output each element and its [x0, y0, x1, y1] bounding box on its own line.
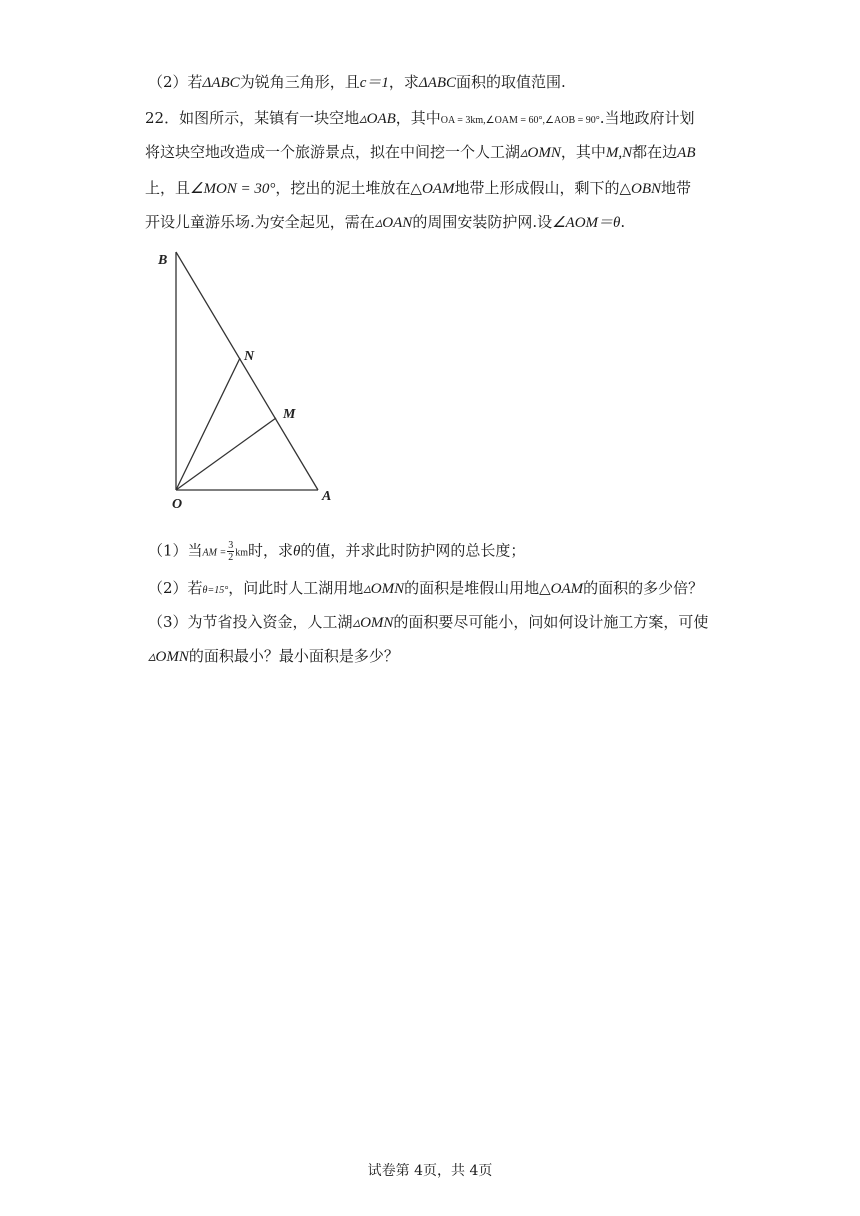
fraction-3-2 — [227, 540, 234, 563]
sub3-text: 的面积要尽可能小，问如何设计施工方案，可使 — [393, 613, 709, 631]
geometry-figure — [150, 240, 350, 515]
segment-ba — [176, 252, 318, 490]
segment-om — [176, 418, 276, 490]
q21-part2-prefix: （2）若 — [148, 73, 203, 91]
triangle-oab: ▵OAB — [359, 111, 396, 127]
side-ab: AB — [677, 145, 696, 161]
q21-part2 — [148, 72, 566, 93]
sub1-text2: 的值，并求此时防护网的总长度； — [300, 541, 526, 560]
q22-l2-text: 将这块空地改造成一个旅游景点，拟在中间挖一个人工湖 — [145, 143, 521, 161]
triangle-oam-2: OAM — [550, 581, 584, 597]
sub2-text: ，问此时人工湖用地 — [228, 579, 364, 597]
sub2-text2: 的面积是堆假山用地△ — [404, 579, 551, 597]
q21-part2-text: 为锐角三角形，且 — [239, 73, 360, 91]
q22-l2-text3: 都在边 — [632, 143, 678, 161]
q22-line3 — [145, 178, 691, 199]
angle-aom: ∠AOM＝θ — [552, 215, 621, 231]
triangle-omn-3: ▵OMN — [352, 615, 394, 631]
label-n: N — [244, 349, 255, 364]
triangle-oan: ▵OAN — [374, 215, 413, 231]
q22-line4 — [145, 212, 625, 233]
triangle-obn: OBN — [631, 181, 662, 197]
sub3-text2: 的面积最小？最小面积是多少？ — [188, 647, 399, 665]
sub3-prefix: （3）为节省投入资金，人工湖 — [148, 613, 353, 631]
fraction-numerator: 3 — [228, 540, 234, 551]
points-mn: M,N — [605, 145, 633, 161]
angle-mon: ∠MON = 30° — [190, 181, 276, 197]
condition-c: c＝1 — [359, 75, 389, 91]
theta-symbol: θ — [293, 543, 301, 560]
q22-text3: .当地政府计划 — [599, 109, 695, 127]
q21-part2-text2: ，求 — [388, 73, 419, 91]
q22-l4-text3: . — [620, 213, 626, 231]
sub2-prefix: （2）若 — [148, 579, 203, 597]
q22-l2-text2: ，其中 — [560, 143, 606, 161]
q22-given: OA = 3km,∠OAM = 60°,∠AOB = 90° — [440, 115, 600, 126]
q22-l4-text: 开设儿童游乐场.为安全起见，需在 — [145, 213, 375, 231]
page-footer: 试卷第 4页，共 4页 — [367, 1163, 493, 1179]
q22-l4-text2: 的周围安装防护网.设 — [412, 213, 553, 231]
sub-question-3-cont — [148, 646, 399, 667]
sub-question-1 — [148, 540, 525, 564]
triangle-omn-4: ▵OMN — [148, 649, 189, 665]
fraction-denominator: 2 — [228, 552, 234, 563]
triangle-omn: ▵OMN — [520, 145, 561, 161]
q21-part2-suffix: 面积的取值范围. — [456, 73, 566, 91]
sub-question-2 — [148, 578, 703, 601]
q22-intro: 22．如图所示，某镇有一块空地 — [145, 109, 360, 127]
label-b: B — [158, 253, 168, 268]
q22-line2 — [145, 142, 696, 163]
q22-l3-text3: 地带上形成假山，剩下的△ — [454, 179, 632, 197]
segment-on — [176, 358, 240, 490]
q22-line1 — [145, 108, 695, 131]
sub1-prefix: （1）当 — [148, 541, 203, 560]
sub-question-3 — [148, 612, 708, 633]
triangle-abc: ΔABC — [202, 75, 240, 91]
q22-text: ，其中 — [395, 109, 441, 127]
label-o: O — [172, 497, 183, 512]
triangle-abc-2: ΔABC — [418, 75, 457, 91]
theta-condition: θ=15° — [202, 585, 229, 596]
unit-km: km — [235, 547, 249, 559]
triangle-oam: OAM — [421, 181, 455, 197]
label-a: A — [322, 489, 332, 504]
sub2-text3: 的面积的多少倍？ — [583, 579, 704, 597]
q22-l3-text2: ，挖出的泥土堆放在△ — [275, 179, 422, 197]
q22-l3-text4: 地带 — [661, 179, 692, 197]
am-expression: AM = — [202, 547, 227, 559]
sub1-text: 时，求 — [248, 541, 294, 560]
q22-l3-text: 上，且 — [145, 179, 191, 197]
label-m: M — [283, 407, 296, 422]
triangle-omn-2: ▵OMN — [363, 581, 405, 597]
